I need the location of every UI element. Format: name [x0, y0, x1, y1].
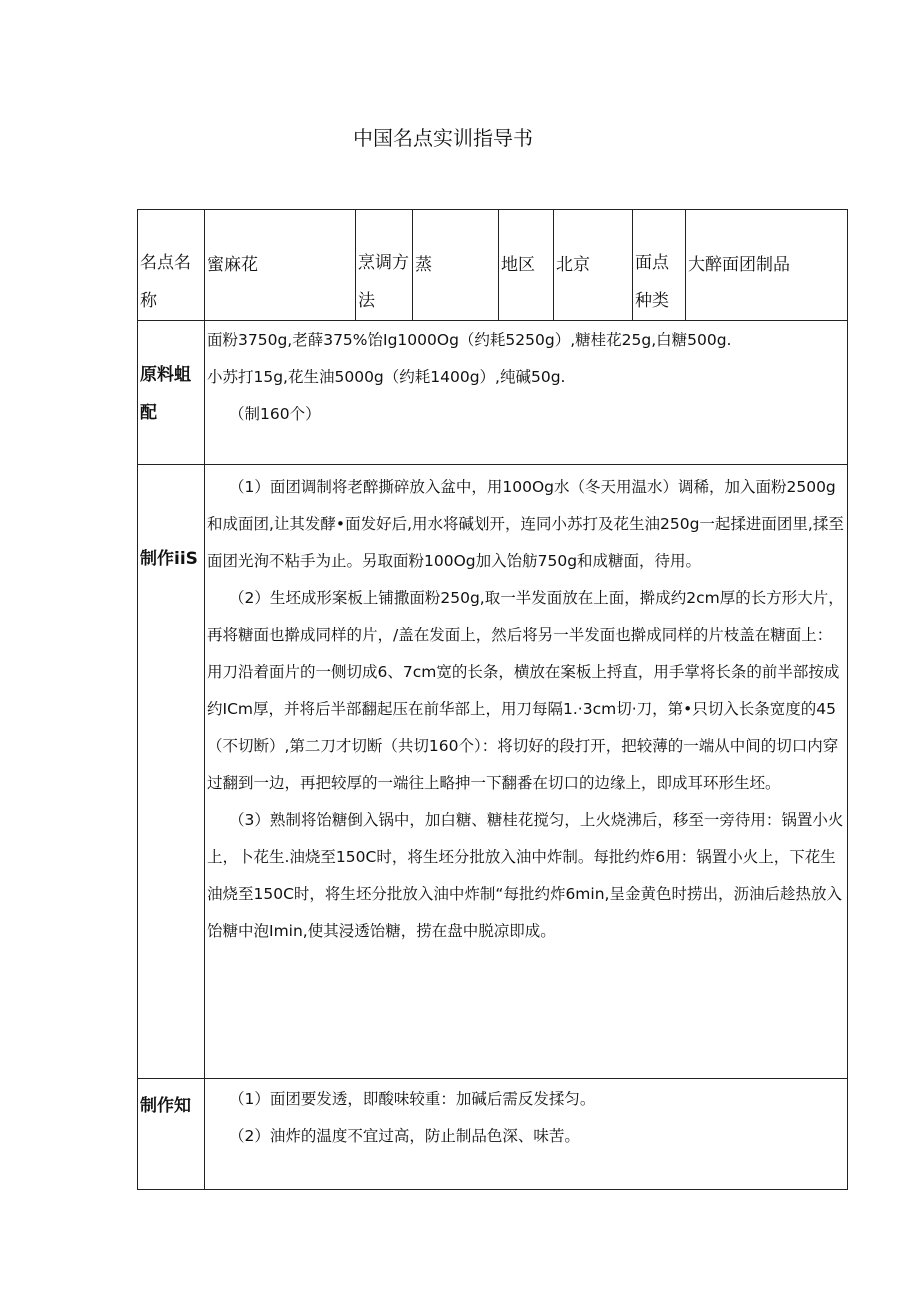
notes-content-cell [205, 1079, 848, 1190]
ingredients-label-cell [138, 321, 205, 465]
ingredients-content-cell [205, 321, 848, 465]
header-row [138, 210, 848, 321]
region-label-cell [499, 210, 554, 321]
procedure-paragraph: （1）面团调制将老醉撕碎放入盆中，用100Og水（冬天用温水）调稀，加入面粉2500g和成面团,让其发酵•面发好后,用水将碱划开，连同小苏打及花生油250g一起揉进面团里,揉至面团光洵不粘手为止。另取面粉100Og加入饴舫750g和成糖面，待用。 [207, 478, 844, 570]
name-label-cell [138, 210, 205, 321]
ingredients-line: 小苏打15g,花生油5000g（约耗1400g）,纯碱50g. [207, 368, 566, 386]
region-value: 北京 [556, 255, 590, 275]
name-value-cell [205, 210, 356, 321]
procedure-label-cell [138, 465, 205, 1079]
procedure-paragraph: （3）熟制将饴糖倒入锅中，加白糖、糖桂花搅匀，上火烧沸后，移至一旁待用：锅置小火上，卜花生.油烧至150C时，将生坯分批放入油中炸制。每批约炸6用：锅置小火上，下花生油烧至150C时，将生坯分批放入油中炸制“每批约炸6min,呈金黄色时捞出，沥油后趁热放入饴糖中泡Imin,使其浸透饴糖，捞在盘中脱凉即成。 [207, 811, 844, 940]
page-title: 中国名点实训指导书 [353, 126, 533, 150]
notes-label: 制作知 [140, 1096, 191, 1116]
ingredients-label: 原料蛆配 [140, 365, 191, 423]
notes-line: （2）油炸的温度不宜过高，防止制品色深、味苦。 [229, 1127, 580, 1145]
region-label: 地区 [501, 255, 535, 275]
procedure-row [138, 465, 848, 1079]
procedure-label: 制作iiS [140, 549, 198, 569]
notes-label-cell [138, 1079, 205, 1190]
ingredients-line: （制160个） [229, 405, 321, 423]
method-value-cell [413, 210, 499, 321]
name-value: 蜜麻花 [207, 255, 258, 275]
type-label: 面点种类 [635, 253, 669, 311]
procedure-paragraph: （2）生坯成形案板上铺撒面粉250g,取一半发面放在上面，擀成约2cm厚的长方形大片，再将糖面也擀成同样的片，/盖在发面上，然后将另一半发面也擀成同样的片枝盖在糖面上：用刀沿着面片的一侧切成6、7cm宽的长条，横放在案板上捋直，用手掌将长条的前半部按成约ICm厚，并将后半部翻起压在前华部上，用刀每隔1.·3cm切·刀，第•只切入长条宽度的45（不切断）,第二刀才切断（共切160个）：将切好的段打开，把较薄的一端从中间的切口内穿过翻到一边，再把较厚的一端往上略抻一下翻番在切口的边缘上，即成耳环形生坯。 [207, 589, 844, 792]
region-value-cell [554, 210, 633, 321]
name-label: 名点名称 [140, 253, 191, 311]
type-value: 大醉面团制品 [688, 255, 790, 275]
method-label: 烹调方法 [358, 253, 409, 311]
procedure-content-cell [205, 465, 848, 1079]
notes-line: （1）面团要发透，即酸味较重：加碱后需反发揉匀。 [229, 1090, 596, 1108]
ingredients-line: 面粉3750g,老薛375%饴Ig1000Og（约耗5250g）,糖桂花25g,白糖500g. [207, 331, 732, 349]
type-value-cell [686, 210, 848, 321]
recipe-table [137, 209, 848, 1190]
type-label-cell [633, 210, 686, 321]
ingredients-row [138, 321, 848, 465]
notes-row [138, 1079, 848, 1190]
method-value: 蒸 [415, 255, 432, 275]
method-label-cell [356, 210, 413, 321]
